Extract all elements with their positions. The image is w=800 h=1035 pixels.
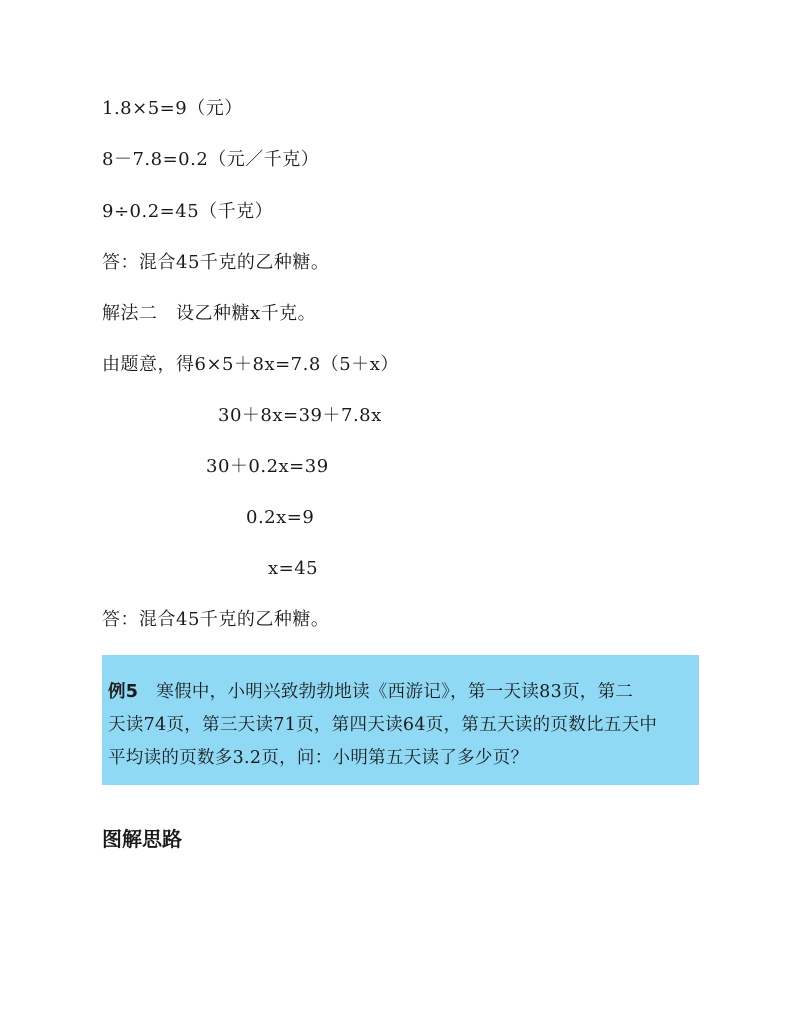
solution-one-line-3: 9÷0.2=45（千克） bbox=[102, 201, 274, 222]
solution-two-answer: 答：混合45千克的乙种糖。 bbox=[102, 609, 330, 630]
example-box bbox=[102, 655, 699, 785]
section-heading: 图解思路 bbox=[102, 827, 182, 851]
solution-one-line-1: 1.8×5=9（元） bbox=[102, 98, 243, 119]
example-line-3: 平均读的页数多3.2页，问：小明第五天读了多少页？ bbox=[108, 748, 529, 768]
equation-step-1: 30＋8x=39＋7.8x bbox=[218, 405, 382, 426]
solution-two-heading: 解法二 设乙种糖x千克。 bbox=[102, 303, 317, 324]
example-line-2: 天读74页，第三天读71页，第四天读64页，第五天读的页数比五天中 bbox=[108, 715, 658, 735]
equation-step-2: 30＋0.2x=39 bbox=[206, 456, 329, 477]
solution-two-equation: 由题意，得6×5＋8x=7.8（5＋x） bbox=[102, 354, 399, 375]
example-text-1: 寒假中，小明兴致勃勃地读《西游记》，第一天读83页，第二 bbox=[156, 682, 634, 702]
example-label: 例5 bbox=[108, 682, 139, 702]
solution-one-answer: 答：混合45千克的乙种糖。 bbox=[102, 252, 330, 273]
equation-step-4: x=45 bbox=[268, 558, 319, 579]
equation-step-3: 0.2x=9 bbox=[246, 507, 315, 528]
solution-one-line-2: 8－7.8=0.2（元／千克） bbox=[102, 149, 320, 170]
example-line-1 bbox=[108, 676, 693, 709]
